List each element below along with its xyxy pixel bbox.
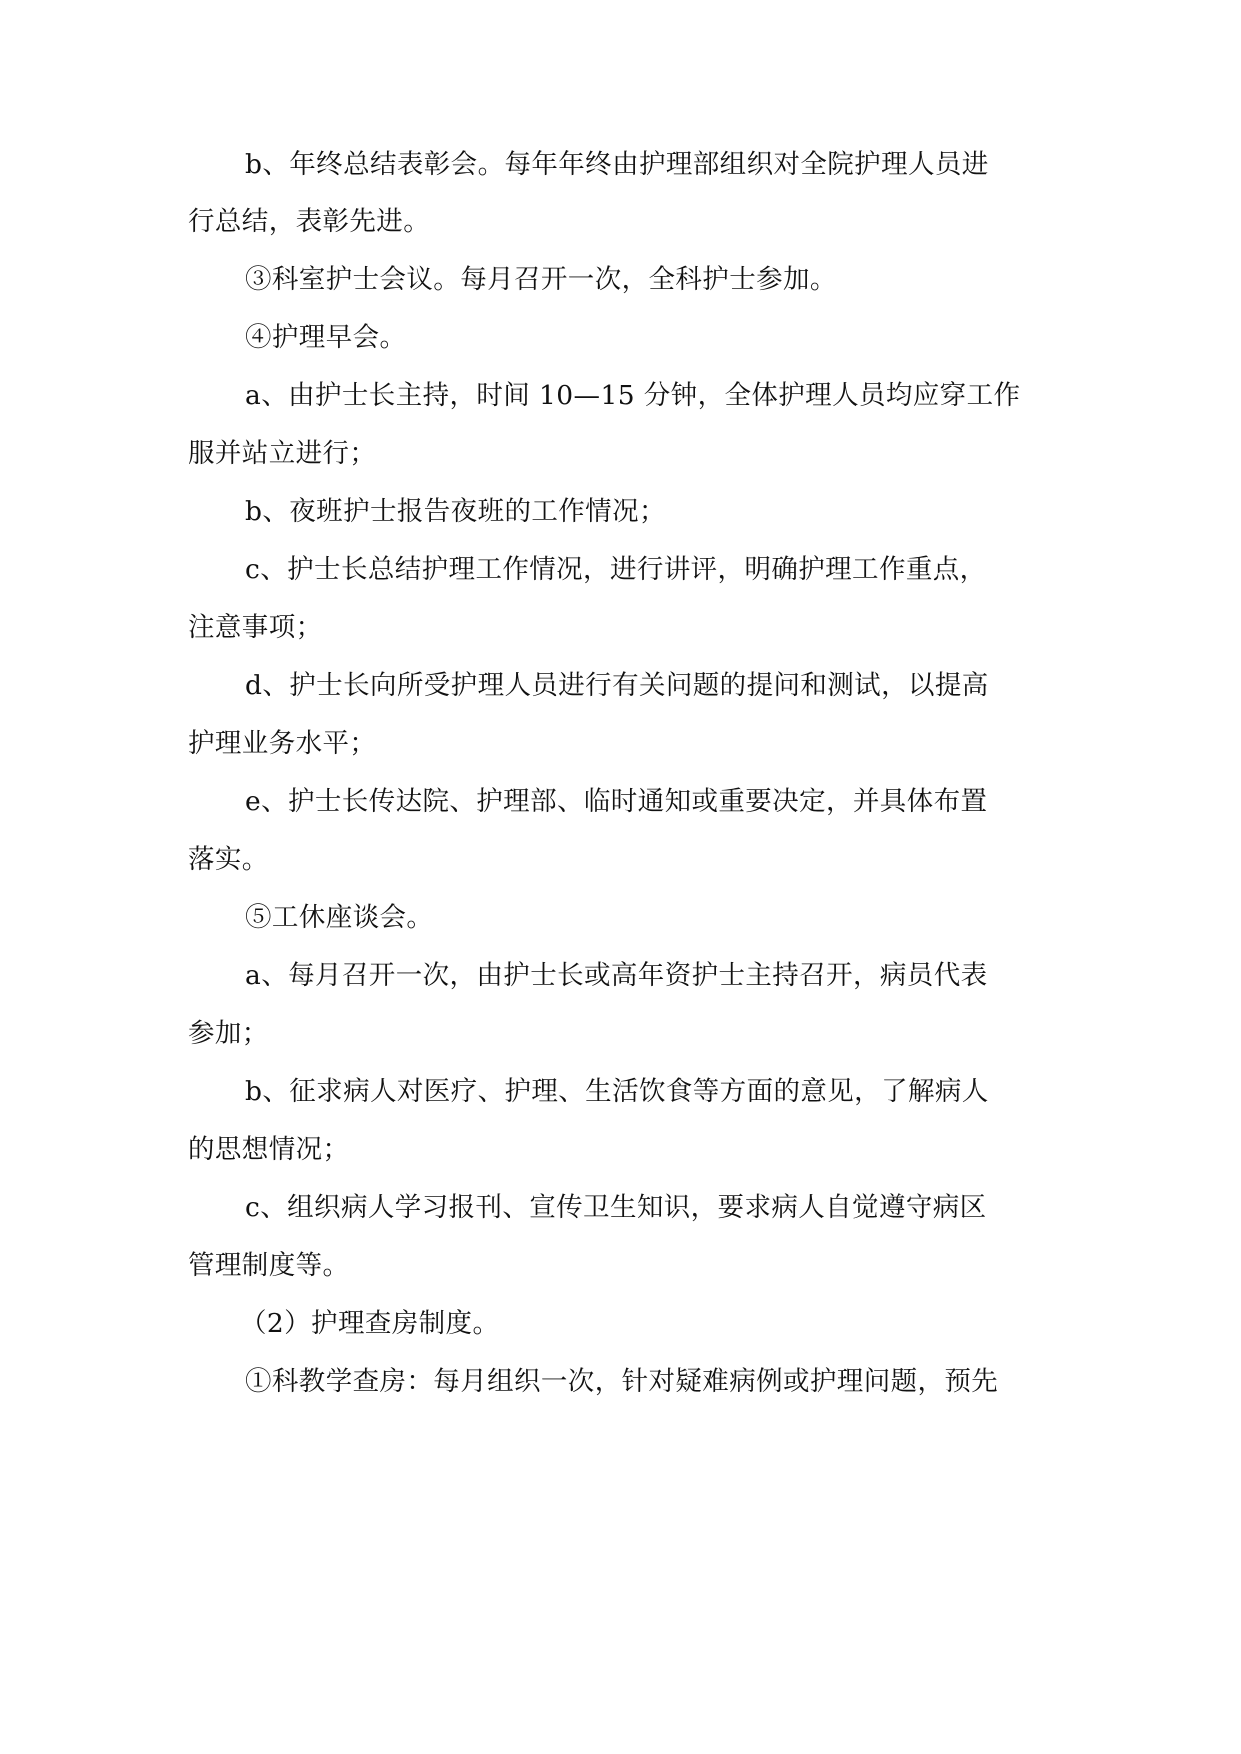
paragraph-line: 落实。 — [188, 844, 269, 875]
paragraph-line: b、年终总结表彰会。每年年终由护理部组织对全院护理人员进 — [245, 149, 989, 180]
paragraph-line: d、护士长向所受护理人员进行有关问题的提问和测试，以提高 — [245, 670, 989, 701]
paragraph-line: b、征求病人对医疗、护理、生活饮食等方面的意见，了解病人 — [245, 1076, 989, 1107]
paragraph-line: b、夜班护士报告夜班的工作情况； — [245, 496, 666, 527]
paragraph-line: 服并站立进行； — [188, 438, 377, 469]
paragraph-line: ⑤工休座谈会。 — [245, 902, 434, 933]
paragraph-line: 行总结，表彰先进。 — [188, 206, 431, 237]
paragraph-line: 注意事项； — [188, 612, 323, 643]
paragraph-line: 护理业务水平； — [188, 728, 377, 759]
paragraph-line: c、护士长总结护理工作情况，进行讲评，明确护理工作重点， — [245, 554, 987, 585]
paragraph-line: 参加； — [188, 1018, 269, 1049]
paragraph-line: ①科教学查房：每月组织一次，针对疑难病例或护理问题，预先 — [245, 1366, 999, 1397]
paragraph-line: 管理制度等。 — [188, 1250, 350, 1281]
section-heading: （2）护理查房制度。 — [240, 1308, 500, 1339]
paragraph-line: ④护理早会。 — [245, 322, 407, 353]
paragraph-line: ③科室护士会议。每月召开一次，全科护士参加。 — [245, 264, 837, 295]
paragraph-line: c、组织病人学习报刊、宣传卫生知识，要求病人自觉遵守病区 — [245, 1192, 987, 1223]
paragraph-line: 的思想情况； — [188, 1134, 350, 1165]
paragraph-line: a、由护士长主持，时间 10—15 分钟，全体护理人员均应穿工作 — [245, 380, 1021, 411]
paragraph-line: e、护士长传达院、护理部、临时通知或重要决定，并具体布置 — [245, 786, 988, 817]
paragraph-line: a、每月召开一次，由护士长或高年资护士主持召开，病员代表 — [245, 960, 988, 991]
